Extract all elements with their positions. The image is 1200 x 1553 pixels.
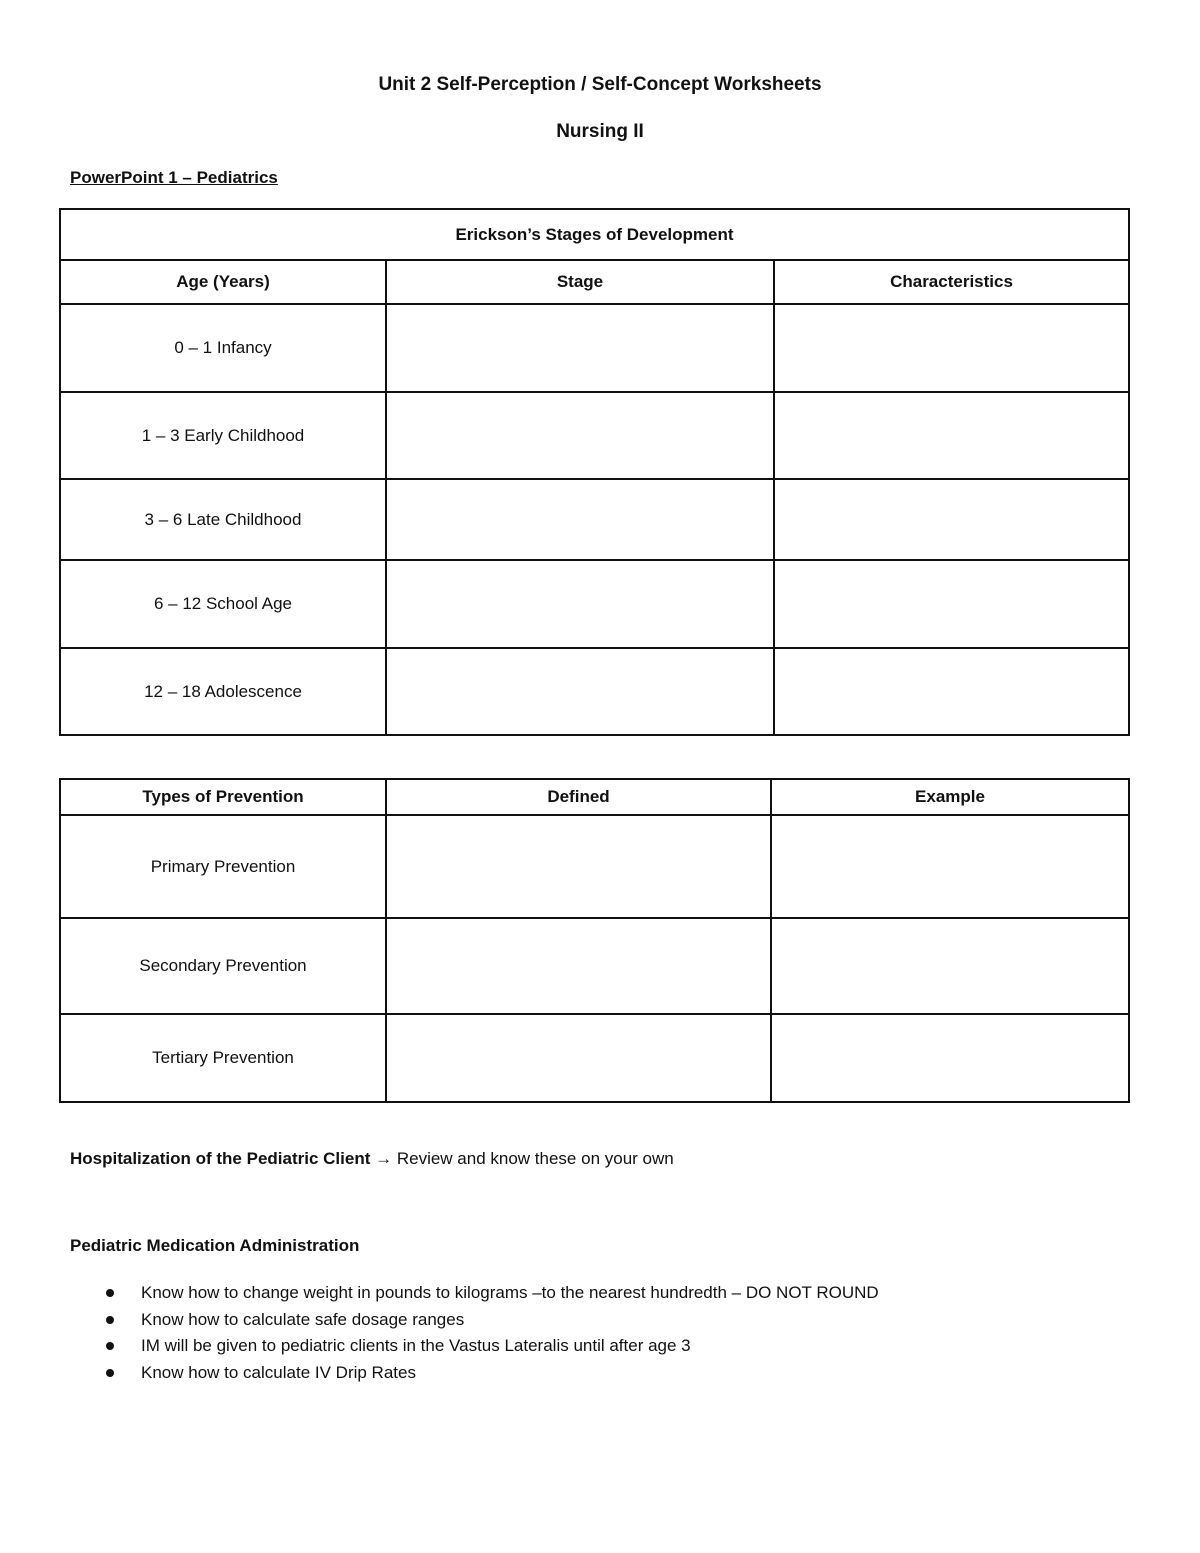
section-heading-pediatrics: PowerPoint 1 – Pediatrics [70, 168, 278, 187]
hospitalization-label: Hospitalization of the Pediatric Client [70, 1149, 371, 1168]
stage-cell[interactable] [386, 304, 774, 392]
prevention-type-cell: Primary Prevention [60, 815, 386, 918]
bullet-icon [106, 1342, 114, 1350]
list-item [70, 1360, 879, 1387]
table-row [60, 560, 1129, 648]
bullet-icon [106, 1289, 114, 1297]
prevention-type-cell: Secondary Prevention [60, 918, 386, 1014]
table-header-row [60, 779, 1129, 815]
stage-cell[interactable] [386, 648, 774, 735]
document-subtitle: Nursing II [556, 121, 644, 142]
list-item-text: IM will be given to pediatric clients in the Vastus Lateralis until after age 3 [141, 1336, 691, 1355]
right-arrow-icon: → [375, 1149, 393, 1168]
erickson-stages-table [59, 208, 1130, 736]
column-header-types: Types of Prevention [60, 779, 386, 815]
medication-bullet-list [70, 1280, 879, 1386]
column-header-characteristics: Characteristics [774, 260, 1129, 304]
list-item-text: Know how to calculate safe dosage ranges [141, 1309, 465, 1329]
table-row [60, 648, 1129, 735]
defined-cell[interactable] [386, 1014, 771, 1102]
characteristics-cell[interactable] [774, 304, 1129, 392]
hospitalization-line [70, 1149, 674, 1169]
prevention-types-table [59, 778, 1130, 1103]
table-row [60, 392, 1129, 479]
hospitalization-note: Review and know these on your own [396, 1149, 674, 1168]
column-header-defined: Defined [386, 779, 771, 815]
column-header-age: Age (Years) [60, 260, 386, 304]
characteristics-cell[interactable] [774, 392, 1129, 479]
column-header-stage: Stage [386, 260, 774, 304]
age-cell: 12 – 18 Adolescence [60, 648, 386, 735]
example-cell[interactable] [771, 918, 1129, 1014]
defined-cell[interactable] [386, 815, 771, 918]
age-cell: 3 – 6 Late Childhood [60, 479, 386, 560]
list-item [70, 1307, 879, 1334]
table-row [60, 815, 1129, 918]
table-caption-row [60, 209, 1129, 260]
bullet-icon [106, 1316, 114, 1324]
characteristics-cell[interactable] [774, 648, 1129, 735]
table-row [60, 304, 1129, 392]
example-cell[interactable] [771, 1014, 1129, 1102]
list-item-text: Know how to change weight in pounds to kilograms –to the nearest hundredth – DO NOT ROUND [141, 1283, 879, 1302]
stage-cell[interactable] [386, 479, 774, 560]
table-caption: Erickson’s Stages of Development [60, 209, 1129, 260]
age-cell: 6 – 12 School Age [60, 560, 386, 648]
column-header-example: Example [771, 779, 1129, 815]
stage-cell[interactable] [386, 560, 774, 648]
characteristics-cell[interactable] [774, 479, 1129, 560]
bullet-icon [106, 1369, 114, 1377]
list-item [70, 1280, 879, 1307]
table-row [60, 1014, 1129, 1102]
table-row [60, 918, 1129, 1014]
example-cell[interactable] [771, 815, 1129, 918]
defined-cell[interactable] [386, 918, 771, 1014]
stage-cell[interactable] [386, 392, 774, 479]
prevention-type-cell: Tertiary Prevention [60, 1014, 386, 1102]
age-cell: 1 – 3 Early Childhood [60, 392, 386, 479]
list-item-text: Know how to calculate IV Drip Rates [141, 1362, 416, 1382]
medication-heading: Pediatric Medication Administration [70, 1236, 360, 1255]
document-title: Unit 2 Self-Perception / Self-Concept Worksheets [378, 74, 822, 95]
list-item [70, 1333, 879, 1360]
characteristics-cell[interactable] [774, 560, 1129, 648]
age-cell: 0 – 1 Infancy [60, 304, 386, 392]
table-row [60, 479, 1129, 560]
table-header-row [60, 260, 1129, 304]
